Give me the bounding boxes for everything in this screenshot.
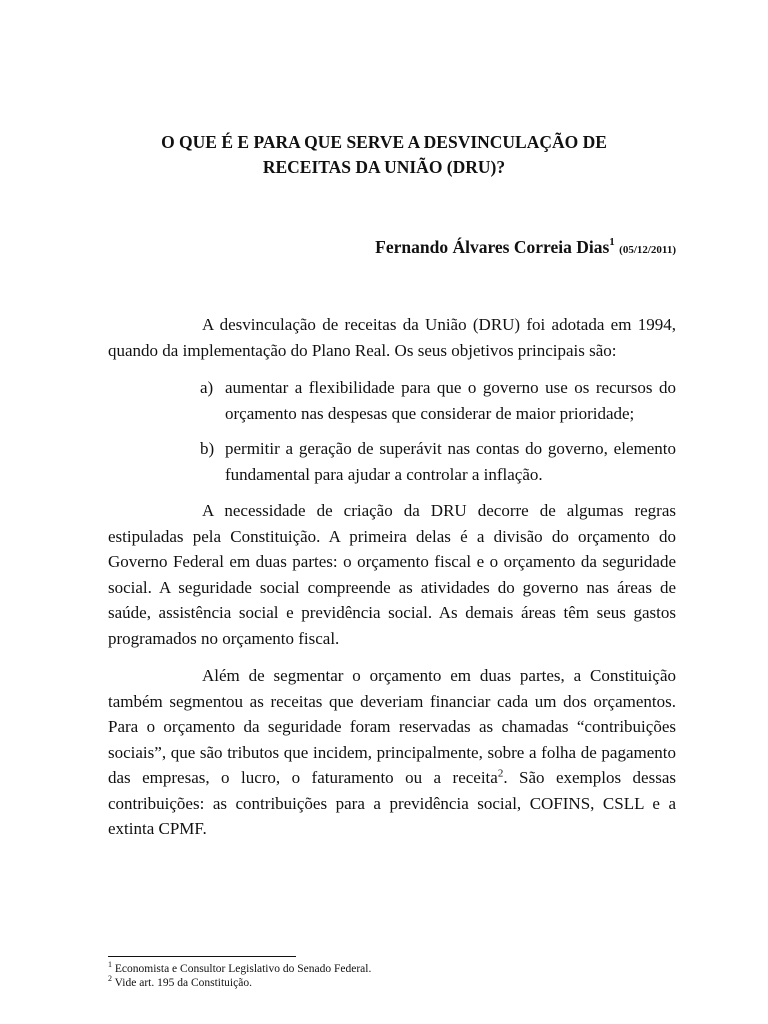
list-item-text: aumentar a flexibilidade para que o governo use os recursos do orçamento nas despesas que considerar de maior prioridade; xyxy=(225,378,676,423)
author-name: Fernando Álvares Correia Dias xyxy=(375,236,610,257)
footnote-number: 2 xyxy=(108,974,112,984)
list-marker: b) xyxy=(200,439,215,458)
footnote-ref-2: 2 xyxy=(497,767,504,780)
author-line xyxy=(375,230,676,263)
footnote-2 xyxy=(108,976,676,990)
footnote-text: Economista e Consultor Legislativo do Senado Federal. xyxy=(114,963,372,975)
title-line-2: RECEITAS DA UNIÃO (DRU)? xyxy=(262,157,506,177)
document-title xyxy=(108,130,660,180)
document-body xyxy=(108,312,676,854)
objectives-list xyxy=(108,375,676,487)
publication-date: (05/12/2011) xyxy=(619,243,676,256)
paragraph-3-text-end: . São exemplos dessas contribuições: as contribuições para a previdência social, COFINS, CSLL e a extinta CPMF. xyxy=(108,768,676,838)
paragraph-1: A desvinculação de receitas da União (DRU) foi adotada em 1994, quando da implementação do Plano Real. Os seus objetivos principais são: xyxy=(108,315,676,360)
paragraph-3 xyxy=(108,663,676,842)
list-marker: a) xyxy=(200,378,214,397)
footnotes xyxy=(108,962,676,990)
list-item xyxy=(108,375,676,426)
author-footnote-ref: 1 xyxy=(609,236,615,248)
footnote-separator xyxy=(108,956,296,957)
footnote-text: Vide art. 195 da Constituição. xyxy=(114,977,252,989)
footnote-1 xyxy=(108,962,676,976)
paragraph-2: A necessidade de criação da DRU decorre de algumas regras estipuladas pela Constituição. A primeira delas é a divisão do orçamento do Governo Federal em duas partes: o orçamento fiscal e o orçamento da seguridade social. A seguridade social compreende as atividades do governo nas áreas de saúde, assistência social e previdência social. As demais áreas têm seus gastos programados no orçamento fiscal. xyxy=(108,501,676,648)
title-line-1: O QUE É E PARA QUE SERVE A DESVINCULAÇÃO DE xyxy=(161,132,607,152)
paragraph-3-text: Além de segmentar o orçamento em duas partes, a Constituição também segmentou as receitas que deveriam financiar cada um dos orçamentos. Para o orçamento da seguridade foram reservadas as chamadas “contribuições sociais”, que são tributos que incidem, principalmente, sobre a folha de pagamento das empresas, o lucro, o faturamento ou a receita xyxy=(108,666,676,787)
list-item-text: permitir a geração de superávit nas contas do governo, elemento fundamental para ajudar a controlar a inflação. xyxy=(225,439,676,484)
list-item xyxy=(108,436,676,487)
footnote-number: 1 xyxy=(108,960,112,970)
